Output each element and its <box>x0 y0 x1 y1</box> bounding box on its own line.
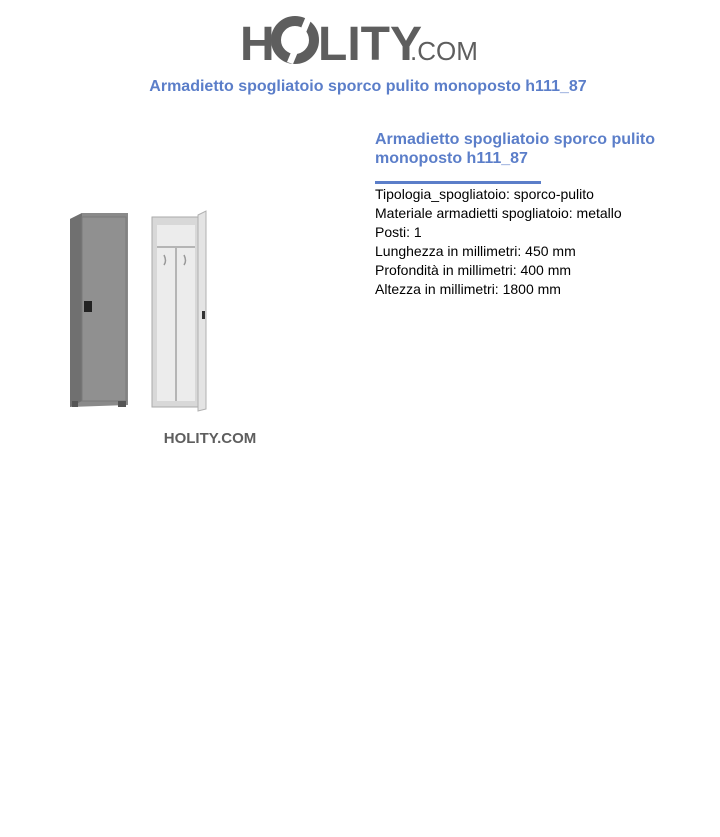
holity-logo <box>240 10 485 68</box>
svg-text:LITY: LITY <box>318 18 422 68</box>
svg-text:H: H <box>240 18 275 68</box>
spec-tipologia: Tipologia_spogliatoio: sporco-pulito <box>375 186 594 202</box>
spec-altezza: Altezza in millimetri: 1800 mm <box>375 281 561 297</box>
svg-text:.COM: .COM <box>410 36 478 66</box>
title-underline <box>375 181 541 184</box>
page-title: Armadietto spogliatoio sporco pulito monoposto h111_87 <box>149 78 587 95</box>
product-name: Armadietto spogliatoio sporco pulito monoposto h111_87 <box>375 131 655 167</box>
spec-profondita: Profondità in millimetri: 400 mm <box>375 262 572 278</box>
open-locker-illustration <box>152 211 206 411</box>
closed-locker-illustration <box>70 213 128 407</box>
image-logo: HOLITY.COM <box>163 430 257 447</box>
spec-posti: Posti: 1 <box>375 224 422 240</box>
spec-materiale: Materiale armadietti spogliatoio: metallo <box>375 205 622 221</box>
product-image <box>60 205 270 455</box>
product-info <box>375 130 705 299</box>
spec-lunghezza: Lunghezza in millimetri: 450 mm <box>375 243 576 259</box>
